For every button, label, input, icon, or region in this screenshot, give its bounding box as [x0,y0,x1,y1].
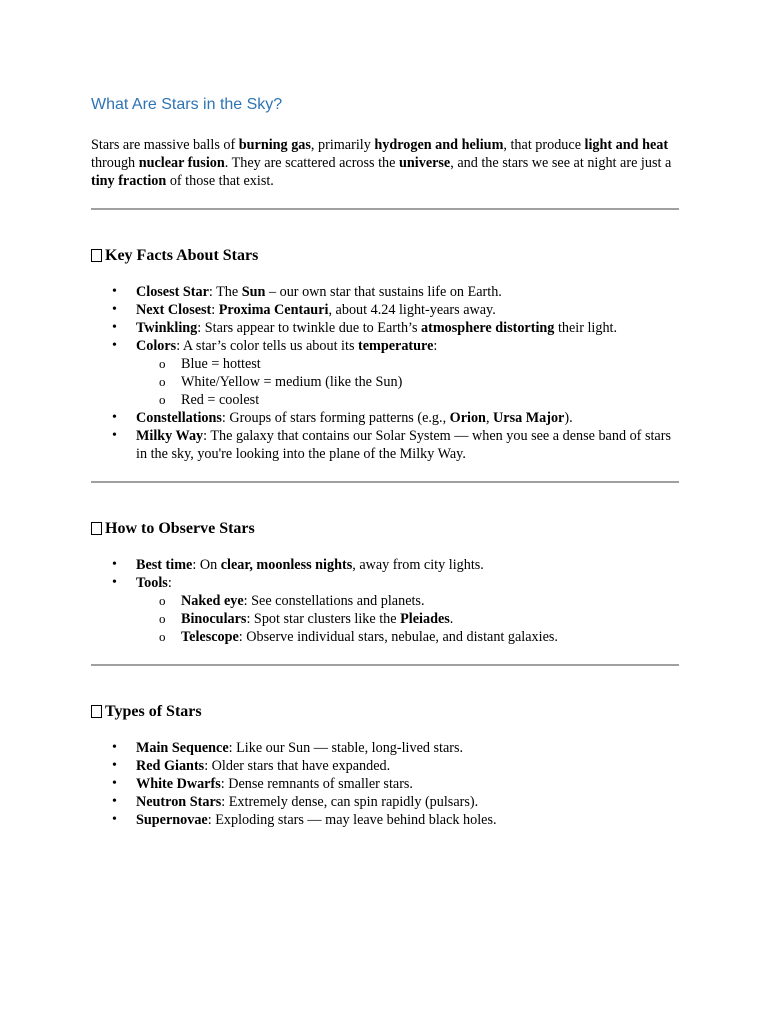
item-text: , about 4.24 light-years away. [328,302,496,318]
item-text: : Spot star clusters like the [246,611,401,627]
color-sublist [136,355,678,409]
intro-bold: universe [399,155,451,171]
item-label: Binoculars [181,611,247,627]
item-label: Colors [136,338,177,354]
intro-bold: burning gas [238,137,311,153]
divider [91,208,679,210]
item-text: , [485,410,494,426]
intro-bold: nuclear fusion [138,155,225,171]
missing-glyph-box-icon [91,705,102,718]
item-text: : [433,338,438,354]
intro-paragraph [91,136,679,190]
list-item [136,409,678,427]
item-text: : The [208,284,242,300]
item-bold: Ursa Major [493,410,565,426]
intro-text: through [91,155,139,171]
section-heading-text: Types of Stars [105,703,202,720]
section-heading-text: Key Facts About Stars [105,247,259,264]
item-text: : Like our Sun — stable, long-lived stars. [228,740,464,756]
item-bold: clear, moonless nights [220,557,353,573]
page-title: What Are Stars in the Sky? [91,96,283,113]
list-item [136,319,678,337]
list-item [136,556,678,574]
intro-text: , primarily [310,137,375,153]
item-label: Milky Way [136,428,204,444]
key-facts-list [91,283,678,463]
item-text: : On [192,557,221,573]
list-item [136,283,678,301]
sublist-item: o White/Yellow = medium (like the Sun) [181,373,678,391]
item-label: Main Sequence [136,740,229,756]
sublist-item: o Blue = hottest [181,355,678,373]
item-label: Supernovae [136,812,208,828]
section-heading-text: How to Observe Stars [105,520,255,537]
intro-bold: hydrogen and helium [374,137,504,153]
item-bold: Pleiades [400,611,450,627]
item-text: : [211,302,219,318]
item-label: Telescope [181,629,239,645]
item-bold: Proxima Centauri [218,302,329,318]
sublist-item [181,628,678,646]
item-bold: atmosphere distorting [421,320,555,336]
list-item [136,775,678,793]
sublist-item [181,610,678,628]
intro-text: Stars are massive balls of [91,137,239,153]
item-label: Closest Star [136,284,209,300]
item-text: : Exploding stars — may leave behind black holes. [207,812,497,828]
item-text: : Extremely dense, can spin rapidly (pulsars). [221,794,479,810]
divider [91,664,679,666]
section-heading-observe [91,519,678,539]
list-item [136,337,678,409]
section-heading-types [91,702,678,722]
item-bold: Sun [241,284,266,300]
list-item [136,757,678,775]
divider [91,481,679,483]
tools-sublist [136,592,678,646]
item-label: Best time [136,557,193,573]
item-text: ). [564,410,573,426]
item-label: Neutron Stars [136,794,222,810]
item-text: : [167,575,172,591]
intro-text: , that produce [503,137,585,153]
item-text: – our own star that sustains life on Earth. [265,284,502,300]
item-text: : Dense remnants of smaller stars. [220,776,413,792]
item-text: . [449,611,454,627]
list-item [136,811,678,829]
item-text: their light. [554,320,618,336]
intro-text: . They are scattered across the [224,155,399,171]
sublist-item: o Red = coolest [181,391,678,409]
item-text: : A star’s color tells us about its [176,338,359,354]
item-bold: Orion [449,410,486,426]
item-text: : See constellations and planets. [243,593,425,609]
item-text: : Older stars that have expanded. [204,758,391,774]
item-label: Tools [136,575,168,591]
item-bold: temperature [358,338,434,354]
observe-list [91,556,678,646]
list-item [136,427,678,463]
item-label: Constellations [136,410,222,426]
types-list [91,739,678,829]
section-heading-key-facts [91,246,678,266]
list-item [136,739,678,757]
item-text: : Observe individual stars, nebulae, and distant galaxies. [238,629,558,645]
item-label: Next Closest [136,302,212,318]
intro-bold: tiny fraction [91,173,167,189]
intro-text: of those that exist. [166,173,274,189]
sublist-item [181,592,678,610]
item-label: Twinkling [136,320,198,336]
intro-bold: light and heat [584,137,669,153]
item-label: Naked eye [181,593,244,609]
list-item [136,793,678,811]
item-text: : Stars appear to twinkle due to Earth’s [197,320,422,336]
item-text: : Groups of stars forming patterns (e.g., [221,410,450,426]
list-item [136,574,678,646]
item-label: White Dwarfs [136,776,221,792]
item-text: : The galaxy that contains our Solar System — when you see a dense band of stars in the sky, you're looking into the plane of the Milky Way. [136,428,671,462]
item-text: , away from city lights. [352,557,484,573]
list-item [136,301,678,319]
item-label: Red Giants [136,758,205,774]
missing-glyph-box-icon [91,522,102,535]
intro-text: , and the stars we see at night are just a [450,155,672,171]
missing-glyph-box-icon [91,249,102,262]
